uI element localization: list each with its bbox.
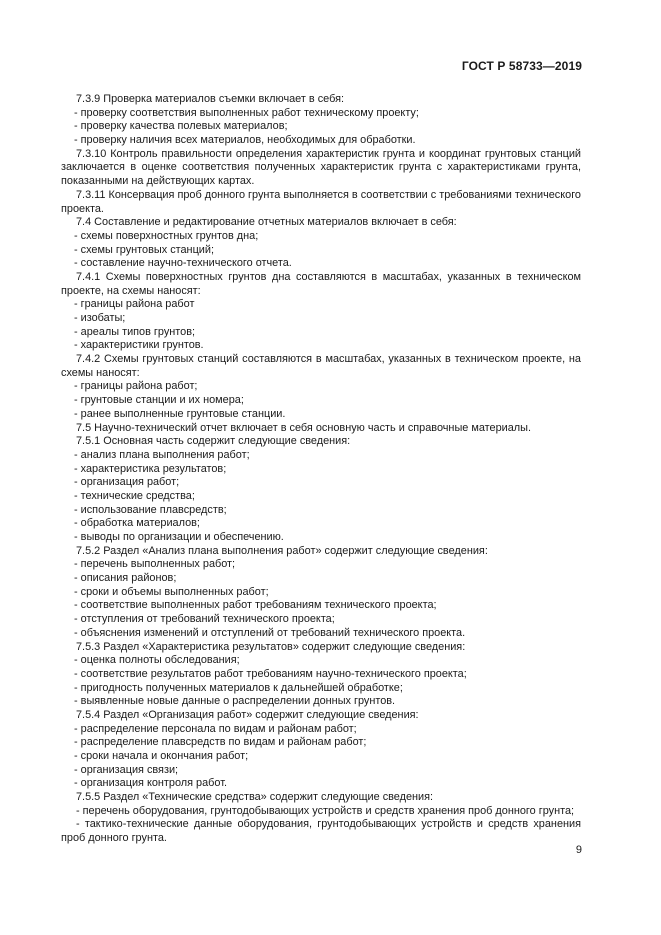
list-item: - распределение плавсредств по видам и районам работ;: [74, 736, 367, 749]
list-item: - изобаты;: [74, 312, 126, 324]
paragraph: 7.5.5 Раздел «Технические средства» содержит следующие сведения:: [76, 791, 434, 804]
paragraph: 7.4.1 Схемы поверхностных грунтов дна составляются в масштабах, указанных в техническом проекте, на схемы наносят:: [61, 270, 581, 297]
list-item: - схемы поверхностных грунтов дна;: [74, 229, 259, 242]
paragraph: 7.4.2 Схемы грунтовых станций составляются в масштабах, указанных в техническом проекте, на схемы наносят:: [61, 353, 581, 379]
list-item: - объяснения изменений и отступлений от требований технического проекта.: [74, 626, 466, 639]
list-item: - оценка полноты обследования;: [74, 654, 240, 667]
list-item: - пригодность полученных материалов к дальнейшей обработке;: [74, 681, 403, 694]
list-item: - сроки начала и окончания работ;: [74, 750, 249, 762]
list-item: - организация работ;: [74, 476, 180, 489]
list-item: - обработка материалов;: [74, 517, 200, 530]
document-body: [61, 93, 581, 846]
list-item: - выводы по организации и обеспечению.: [74, 531, 284, 543]
list-item: - анализ плана выполнения работ;: [74, 448, 250, 461]
list-item: - границы района работ;: [74, 380, 198, 393]
list-item: - ареалы типов грунтов;: [74, 325, 196, 338]
paragraph: 7.5.1 Основная часть содержит следующие сведения:: [76, 435, 351, 448]
list-item: - схемы грунтовых станций;: [74, 243, 215, 256]
list-item: - описания районов;: [74, 572, 177, 585]
list-item: - проверку соответствия выполненных работ техническому проекту;: [74, 106, 419, 119]
list-item: - сроки и объемы выполненных работ;: [74, 585, 269, 598]
list-item: - организация контроля работ.: [74, 777, 228, 790]
list-item: - соответствие результатов работ требованиям научно-технического проекта;: [74, 667, 467, 680]
list-item: - использование плавсредств;: [74, 503, 227, 516]
list-item: - отступления от требований технического проекта;: [74, 613, 335, 626]
paragraph: - перечень оборудования, грунтодобывающих устройств и средств хранения проб донного грунта;: [76, 804, 575, 817]
list-item: - организация связи;: [74, 763, 179, 776]
list-item: - выявленные новые данные о распределении донных грунтов.: [74, 695, 396, 708]
paragraph: 7.3.9 Проверка материалов съемки включает в себя:: [76, 93, 345, 105]
list-item: - характеристика результатов;: [74, 462, 227, 475]
list-item: - перечень выполненных работ;: [74, 558, 236, 571]
paragraph: - тактико-технические данные оборудования, грунтодобывающих устройств и средств хранения проб донного грунта.: [61, 818, 581, 845]
paragraph: 7.3.10 Контроль правильности определения характеристик грунта и координат грунтовых станций заключается в оценке соответствия полученных характеристик грунта с характеристиками грунта, показанными на действующих картах.: [61, 147, 581, 188]
list-item: - распределение персонала по видам и районам работ;: [74, 722, 357, 735]
page-number: 9: [575, 844, 582, 856]
paragraph: 7.5.4 Раздел «Организация работ» содержит следующие сведения:: [76, 708, 419, 721]
list-item: - характеристики грунтов.: [74, 339, 204, 352]
paragraph: 7.5 Научно-технический отчет включает в себя основную часть и справочные материалы.: [76, 421, 531, 434]
paragraph: 7.3.11 Консервация проб донного грунта выполняется в соответствии с требованиями технического проекта.: [61, 188, 581, 215]
paragraph: 7.5.3 Раздел «Характеристика результатов» содержит следующие сведения:: [76, 640, 466, 653]
standard-header: ГОСТ Р 58733—2019: [461, 59, 582, 73]
list-item: - ранее выполненные грунтовые станции.: [74, 407, 286, 420]
list-item: - проверку наличия всех материалов, необходимых для обработки.: [74, 134, 416, 147]
list-item: - проверку качества полевых материалов;: [74, 120, 288, 133]
list-item: - грунтовые станции и их номера;: [74, 394, 244, 407]
list-item: - составление научно-технического отчета.: [74, 257, 292, 270]
list-item: - технические средства;: [74, 489, 195, 502]
paragraph: 7.4 Составление и редактирование отчетных материалов включает в себя:: [76, 216, 457, 229]
list-item: - соответствие выполненных работ требованиям технического проекта;: [74, 599, 437, 612]
list-item: - границы района работ: [74, 298, 195, 311]
paragraph: 7.5.2 Раздел «Анализ плана выполнения работ» содержит следующие сведения:: [76, 544, 488, 557]
